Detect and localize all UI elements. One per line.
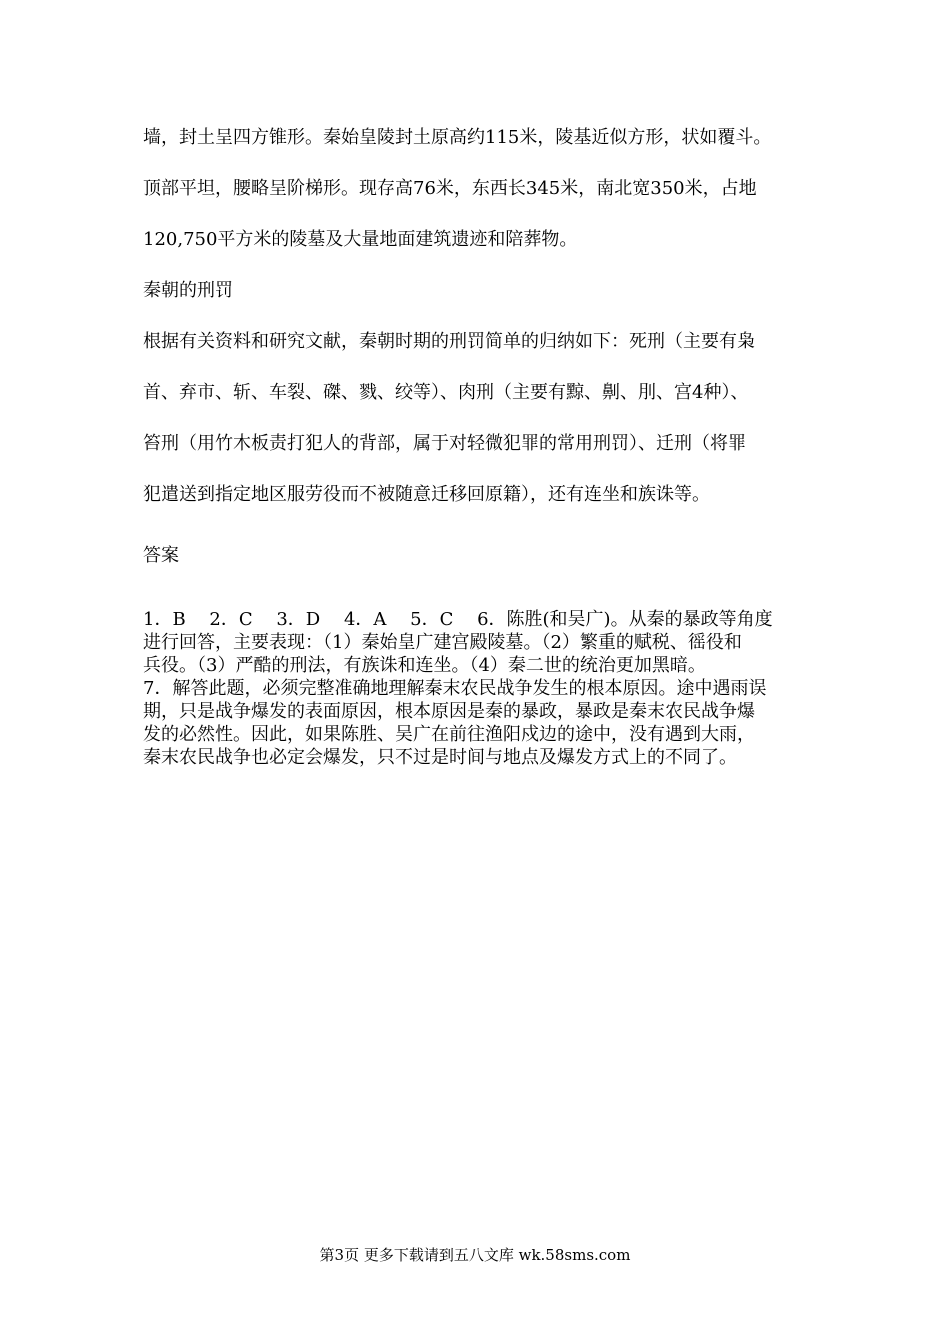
- answer-line-7: 秦末农民战争也必定会爆发，只不过是时间与地点及爆发方式上的不同了。: [143, 747, 737, 768]
- answer-line-4: 7．解答此题，必须完整准确地理解秦末农民战争发生的根本原因。途中遇雨误: [143, 678, 767, 699]
- body-line-7: 笞刑（用竹木板责打犯人的背部，属于对轻微犯罪的常用刑罚）、迁刑（将罪: [143, 433, 746, 454]
- answer-line-6: 发的必然性。因此，如果陈胜、吴广在前往渔阳戍边的途中，没有遇到大雨，: [143, 724, 755, 745]
- answer-line-3: 兵役。（3）严酷的刑法，有族诛和连坐。（4）秦二世的统治更加黑暗。: [143, 655, 706, 676]
- answer-line-1: 1．B 2．C 3．D 4．A 5．C 6．陈胜(和吴广)。从秦的暴政等角度: [143, 609, 773, 630]
- body-line-5: 根据有关资料和研究文献，秦朝时期的刑罚简单的归纳如下：死刑（主要有枭: [143, 331, 755, 352]
- answer-block: [143, 608, 813, 769]
- body-line-3: 120,750平方米的陵墓及大量地面建筑遗迹和陪葬物。: [143, 229, 578, 250]
- page-footer: 第3页 更多下载请到五八文库 wk.58sms.com: [319, 1246, 631, 1264]
- section-heading: 秦朝的刑罚: [143, 280, 233, 301]
- body-line-6: 首、弃市、斩、车裂、磔、戮、绞等）、肉刑（主要有黥、劓、刖、宫4种）、: [143, 382, 749, 403]
- body-line-8: 犯遣送到指定地区服劳役而不被随意迁移回原籍），还有连坐和族诛等。: [143, 484, 710, 505]
- body-line-1: 墙，封土呈四方锥形。秦始皇陵封土原高约115米，陵基近似方形，状如覆斗。: [143, 127, 772, 148]
- body-line-2: 顶部平坦，腰略呈阶梯形。现存高76米，东西长345米，南北宽350米，占地: [143, 178, 757, 199]
- answer-line-2: 进行回答，主要表现：（1）秦始皇广建宫殿陵墓。（2）繁重的赋税、徭役和: [143, 632, 742, 653]
- answer-heading: 答案: [143, 545, 179, 566]
- answer-line-5: 期，只是战争爆发的表面原因，根本原因是秦的暴政，暴政是秦末农民战争爆: [143, 701, 755, 722]
